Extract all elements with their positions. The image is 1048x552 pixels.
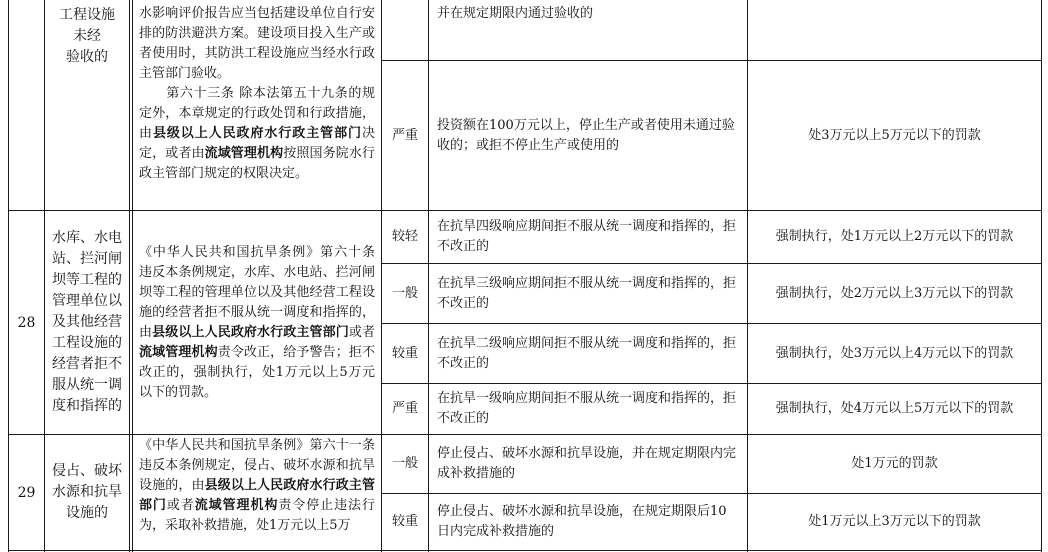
- circumstance-text: 在抗旱二级响应期间拒不服从统一调度和指挥的，拒不改正的: [437, 335, 737, 371]
- severity-level: 严重: [391, 127, 418, 143]
- legal-basis-text: 第六十三条 除本法第五十九条的规定外，本章规定的行政处罚和行政措施，由: [139, 86, 375, 141]
- circumstance-cell: [429, 211, 747, 263]
- legal-basis-text: 或者: [348, 324, 375, 340]
- severity-level: 较重: [391, 514, 418, 529]
- severity-level: 一般: [391, 456, 418, 471]
- legal-basis-text: 责令停止违法行为，采取补救措施，处1万元以上5万: [139, 498, 375, 533]
- severity-level: 严重: [391, 401, 418, 416]
- circumstance-text: 停止侵占、破坏水源和抗旱设施，在规定期限后10日内完成补救措施的: [437, 504, 727, 539]
- legal-basis-text: 《中华人民共和国抗旱条例》第六十一条 违反本条例规定，侵占、破坏水源和抗旱设施的，由: [139, 438, 375, 493]
- violation-name-line: 工程设施: [59, 7, 115, 23]
- circumstance-cell: [429, 384, 747, 434]
- legal-basis-text: 决定，或者由: [139, 126, 375, 161]
- severity-level: 较重: [391, 345, 418, 361]
- circumstance-cell: [429, 435, 747, 493]
- row-number: 28: [17, 314, 36, 331]
- authority-name: 流域管理机构: [139, 344, 218, 360]
- legal-basis-cell: [135, 211, 379, 434]
- authority-name: 流域管理机构: [194, 498, 279, 513]
- authority-name: 县级以上人民政府水行政主管部门: [152, 126, 362, 141]
- authority-name: 县级以上人民政府水行政主管部门: [139, 478, 375, 513]
- table-border-right: [1041, 0, 1042, 552]
- penalty-text: 处3万元以上5万元以下的罚款: [808, 127, 981, 143]
- penalty-text: 强制执行，处1万元以上2万元以下的罚款: [775, 229, 1014, 244]
- authority-name: 流域管理机构: [204, 146, 284, 161]
- penalty-text: 强制执行，处2万元以上3万元以下的罚款: [775, 285, 1014, 301]
- legal-basis-text: 责令改正，给予警告；拒不改正的，强制执行，处1万元以上5万元以下的罚款。: [139, 344, 375, 400]
- violation-name-cell: [45, 0, 129, 210]
- circumstance-text: 在抗旱一级响应期间拒不服从统一调度和指挥的，拒不改正的: [437, 391, 737, 426]
- column-divider: [129, 0, 130, 552]
- circumstance-cell: [429, 324, 747, 383]
- circumstance-text: 在抗旱四级响应期间拒不服从统一调度和指挥的，拒不改正的: [437, 219, 737, 254]
- legal-basis-text: 《中华人民共和国抗旱条例》第六十条 违反本条例规定，水库、水电站、拦河闸坝等工程的管理单位以及其他经营工程设施的经营者拒不服从统一调度和指挥的，由: [139, 244, 375, 340]
- circumstance-cell: [429, 494, 747, 550]
- column-divider: [132, 0, 133, 552]
- severity-level: 一般: [391, 285, 418, 301]
- violation-name-line: 验收的: [66, 49, 108, 65]
- violation-name: 侵占、破坏水源和抗旱设施的: [52, 463, 122, 521]
- severity-level: [382, 0, 428, 60]
- legal-basis-text: 或者: [166, 498, 195, 513]
- severity-level: 较轻: [391, 229, 418, 244]
- circumstance-text: 停止侵占、破坏水源和抗旱设施，并在规定期限内完成补救措施的: [437, 446, 737, 481]
- circumstance-cell: [429, 264, 747, 323]
- violation-name: 水库、水电站、拦河闸坝等工程的管理单位以及其他经营工程设施的经营者拒不服从统一调度和指挥的: [52, 230, 122, 414]
- legal-basis-text: 水影响评价报告应当包括建设单位自行安排的防洪避洪方案。建设项目投入生产或者使用时，其防洪工程设施应当经水行政主管部门验收。: [139, 6, 375, 81]
- authority-name: 县级以上人民政府水行政主管部门: [152, 324, 349, 340]
- legal-basis-text: 按照国务院水行政主管部门规定的权限决定。: [139, 146, 375, 181]
- circumstance-text: 并在规定期限内通过验收的: [437, 6, 594, 21]
- penalty-text: 处1万元的罚款: [851, 456, 938, 471]
- penalty-text: [748, 0, 1041, 60]
- penalty-text: 强制执行，处3万元以上4万元以下的罚款: [775, 345, 1014, 361]
- legal-basis-cell: [135, 0, 379, 210]
- legal-basis-cell: [135, 435, 379, 550]
- circumstance-text: 投资额在100万元以上，停止生产或者使用未通过验收的；或拒不停止生产或使用的: [437, 117, 735, 153]
- circumstance-text: 在抗旱三级响应期间拒不服从统一调度和指挥的，拒不改正的: [437, 275, 737, 311]
- circumstance-cell: [429, 61, 747, 210]
- penalty-text: 处1万元以上3万元以下的罚款: [808, 514, 981, 529]
- table-border-bottom: [8, 550, 1042, 551]
- penalty-text: 强制执行，处4万元以上5万元以下的罚款: [775, 401, 1014, 416]
- row-number: 29: [17, 484, 36, 501]
- violation-name-line: 未经: [73, 28, 101, 44]
